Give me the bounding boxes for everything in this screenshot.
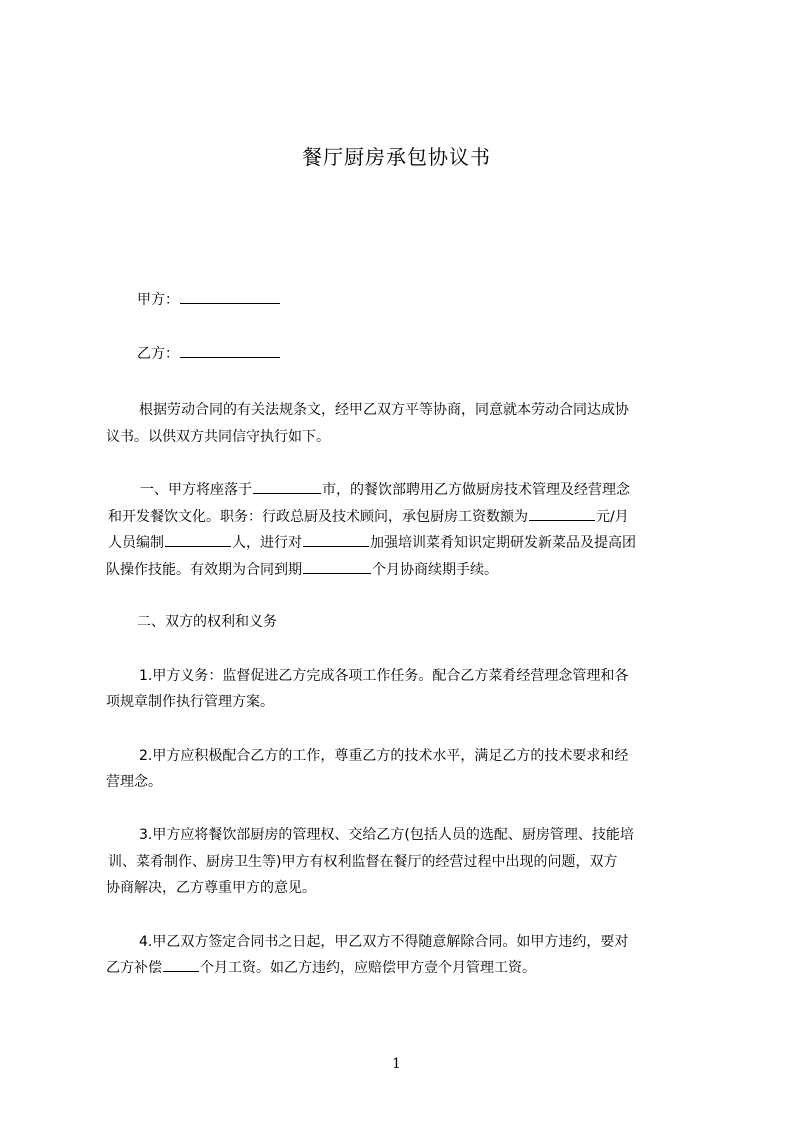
training-target-blank: [303, 532, 369, 547]
section1-line-3: [108, 532, 708, 554]
section1-text: 一、甲方将座落于: [140, 482, 252, 498]
party-a-label: 甲方：: [137, 292, 179, 308]
section1-text: 人员编制: [108, 535, 164, 551]
page-number: 1: [392, 1056, 401, 1072]
item4-line-1: 4.甲乙双方签定合同书之日起，甲乙双方不得随意解除合同。如甲方违约，要对: [139, 934, 629, 950]
city-blank: [253, 479, 321, 494]
section1-text: 和开发餐饮文化。职务：行政总厨及技术顾问，承包厨房工资数额为: [108, 509, 528, 525]
staff-count-blank: [165, 532, 231, 547]
item2-line-2: 营理念。: [106, 774, 162, 790]
item1-line-2: 项规章制作执行管理方案。: [106, 694, 274, 710]
intro-line-1: 根据劳动合同的有关法规条文，经甲乙双方平等协商，同意就本劳动合同达成协: [139, 402, 629, 418]
section1-text: 市，的餐饮部聘用乙方做厨房技术管理及经营理念: [322, 482, 630, 498]
section1-text: 个月协商续期手续。: [372, 562, 498, 578]
section1-line-4: [106, 559, 706, 581]
party-b-blank: [180, 343, 280, 358]
item3-line-1: 3.甲方应将餐饮部厨房的管理权、交给乙方(包括人员的选配、厨房管理、技能培: [139, 827, 634, 843]
months-blank: [303, 559, 371, 574]
salary-blank: [529, 506, 595, 521]
section1-line-1: [140, 479, 740, 501]
section2-heading: 二、双方的权利和义务: [137, 614, 277, 630]
document-title: 餐厅厨房承包协议书: [302, 145, 491, 169]
section1-line-2: [108, 506, 708, 528]
item3-line-3: 协商解决，乙方尊重甲方的意见。: [106, 880, 316, 896]
section1-text: 队操作技能。有效期为合同到期: [106, 562, 302, 578]
item4-text: 个月工资。如乙方违约，应赔偿甲方壹个月管理工资。: [200, 960, 536, 976]
section1-text: 加强培训菜肴知识定期研发新菜品及提高团: [370, 535, 636, 551]
section1-text: 元/月: [596, 509, 629, 525]
party-a-line: [137, 289, 737, 311]
compensation-months-blank: [163, 957, 199, 972]
item4-text: 乙方补偿: [106, 960, 162, 976]
intro-line-2: 议书。以供双方共同信守执行如下。: [106, 429, 330, 445]
party-b-label: 乙方：: [137, 346, 179, 362]
section1-text: 人，进行对: [232, 535, 302, 551]
item4-line-2: [106, 957, 706, 979]
party-a-blank: [180, 289, 280, 304]
item2-line-1: 2.甲方应积极配合乙方的工作，尊重乙方的技术水平，满足乙方的技术要求和经: [139, 748, 629, 764]
item3-line-2: 训、菜肴制作、厨房卫生等)甲方有权利监督在餐厅的经营过程中出现的问题，双方: [108, 854, 618, 870]
party-b-line: [137, 343, 737, 365]
item1-line-1: 1.甲方义务：监督促进乙方完成各项工作任务。配合乙方菜肴经营理念管理和各: [139, 668, 629, 684]
